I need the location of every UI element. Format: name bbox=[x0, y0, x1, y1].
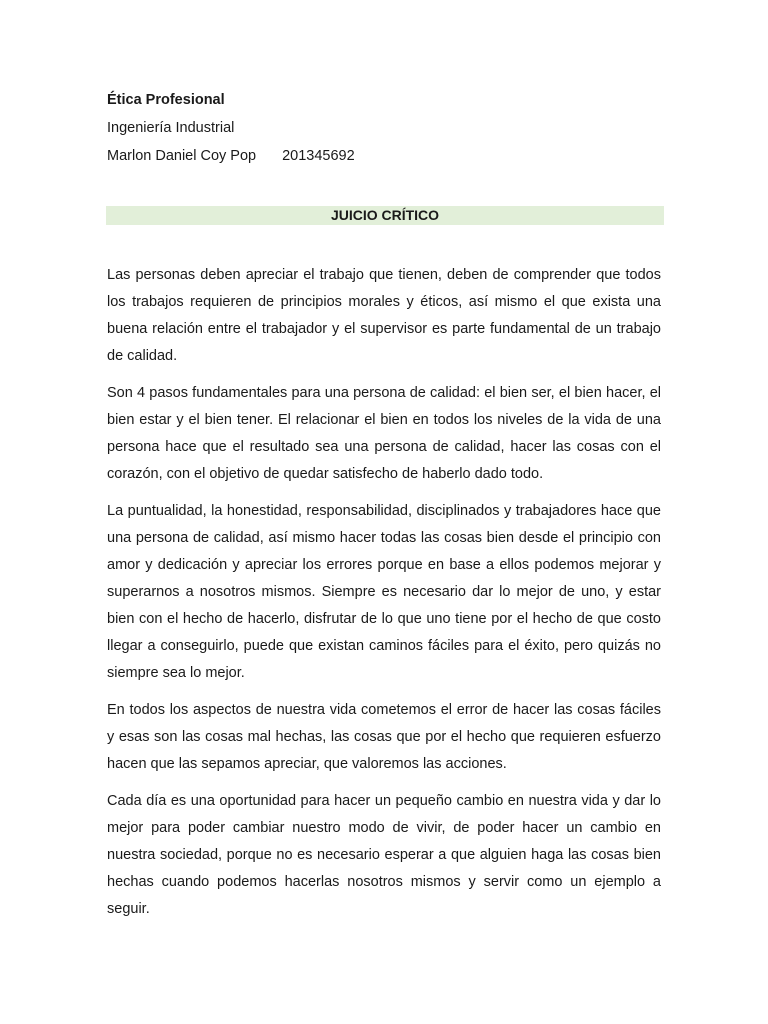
career-name: Ingeniería Industrial bbox=[107, 120, 235, 136]
student-info bbox=[107, 146, 355, 166]
paragraph: Las personas deben apreciar el trabajo que tienen, deben de comprender que todos los trabajos requieren de principios morales y éticos, así mismo el que exista una buena relación entre el trabajador y el supervisor es parte fundamental de un trabajo de calidad. bbox=[107, 267, 661, 364]
paragraph: Son 4 pasos fundamentales para una persona de calidad: el bien ser, el bien hacer, el bien estar y el bien tener. El relacionar el bien en todos los niveles de la vida de una persona hace que el resultado sea una persona de calidad, hacer las cosas con el corazón, con el objetivo de quedar satisfecho de haberlo dado todo. bbox=[107, 385, 661, 482]
section-heading: JUICIO CRÍTICO bbox=[106, 206, 664, 225]
course-title: Ética Profesional bbox=[107, 92, 225, 108]
essay-body bbox=[107, 262, 661, 933]
student-name: Marlon Daniel Coy Pop bbox=[107, 148, 257, 164]
paragraph: En todos los aspectos de nuestra vida cometemos el error de hacer las cosas fáciles y esas son las cosas mal hechas, las cosas que por el hecho que requieren esfuerzo hacen que las sepamos apreciar, que valoremos las acciones. bbox=[107, 702, 661, 772]
student-id: 201345692 bbox=[282, 148, 355, 164]
paragraph: La puntualidad, la honestidad, responsabilidad, disciplinados y trabajadores hace que una persona de calidad, así mismo hacer todas las cosas bien desde el principio con amor y dedicación y apreciar los errores porque en base a ellos podemos mejorar y superarnos a nosotros mismos. Siempre es necesario dar lo mejor de uno, y estar bien con el hecho de hacerlo, disfrutar de lo que uno tiene por el hecho de que costo llegar a conseguirlo, puede que existan caminos fáciles para el éxito, pero quizás no siempre sea lo mejor. bbox=[107, 503, 661, 681]
paragraph: Cada día es una oportunidad para hacer un pequeño cambio en nuestra vida y dar lo mejor para poder cambiar nuestro modo de vivir, de poder hacer un cambio en nuestra sociedad, porque no es necesario esperar a que alguien haga las cosas bien hechas cuando podemos hacerlas nosotros mismos y servir como un ejemplo a seguir. bbox=[107, 793, 661, 917]
